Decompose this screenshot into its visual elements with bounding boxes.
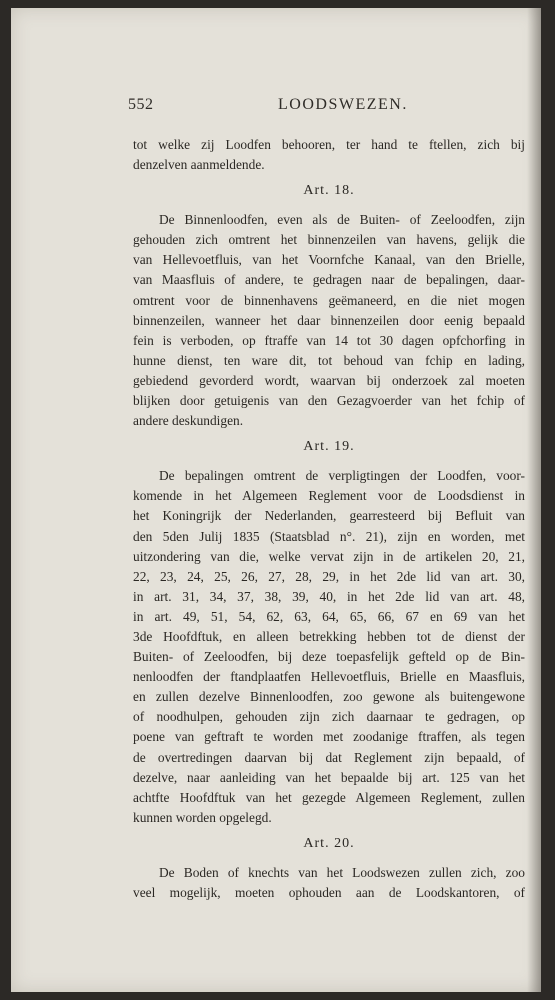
text-line: van Maasfluis of andere, te gedragen naar de bepalingen, daar- [133,272,525,288]
text-line: kunnen worden opgelegd. [133,809,272,825]
text-line: poene van geftraft te worden met zoodanige ftraffen, als tegen [133,729,525,745]
paragraph [133,863,525,903]
text-line: De Boden of knechts van het Loodswezen zullen zich, zoo [159,864,525,880]
text-line: denzelven aanmeldende. [133,157,265,173]
text-line: veel mogelijk, moeten ophouden aan de Loodskantoren, of [133,885,525,900]
text-line: Buiten- of Zeeloodfen, bij deze toepasfelijk gefteld op de Bin- [133,649,525,665]
text-line: gehouden zich omtrent het binnenzeilen van havens, gelijk die [133,232,525,248]
text-line: gebiedend gevorderd wordt, waarvan bij onderzoek zal moeten [133,372,525,388]
text-line: dezelve, naar aanleiding van het bepaalde bij art. 125 van het [133,769,525,785]
text-line: de overtredingen daarvan bij dat Reglement zijn bepaald, of [133,749,525,765]
text-line: andere deskundigen. [133,413,244,429]
article-heading: Art. 19. [303,439,355,455]
text-line: tot welke zij Loodfen behooren, ter hand te ftellen, zich bij [133,137,525,152]
text-line: in art. 31, 34, 37, 38, 39, 40, in het 2de lid van art. 48, [133,588,525,604]
text-line: blijken door getuigenis van den Gezagvoerder van het fchip of [133,393,525,409]
text-line: komende in het Algemeen Reglement voor de Loodsdienst in [133,488,525,504]
article-heading: Art. 20. [303,835,355,851]
text-line: binnenzeilen, wanneer het daar binnenzeilen door eenig bepaald [133,312,525,328]
page-body [133,135,525,903]
text-line: hunne dienst, ten ware dit, tot behoud van fchip en lading, [133,352,525,368]
paragraph [133,466,525,828]
article-heading: Art. 18. [303,183,355,199]
paragraph [133,210,525,431]
text-line: den 5den Julij 1835 (Staatsblad n°. 21), zijn en worden, met [133,528,525,544]
text-line: van Hellevoetfluis, van het Voornfche Kanaal, van den Brielle, [133,252,525,268]
book-page [11,8,541,992]
text-line: 3de Hoofdftuk, en alleen betrekking hebben tot de dienst der [133,628,525,644]
page-gutter-shadow [527,8,541,992]
text-line: en zullen dezelve Binnenloodfen, zoo gewone als buitengewone [133,689,525,705]
text-line: nenloodfen der ftandplaatfen Hellevoetfluis, Brielle en Maasfluis, [133,669,525,685]
text-line: in art. 49, 51, 54, 62, 63, 64, 65, 66, 67 en 69 van het [133,608,525,624]
running-head: LOODSWEZEN. [278,96,408,113]
text-line: het Koningrijk der Nederlanden, gearresteerd bij Befluit van [133,508,525,524]
page-number: 552 [128,96,154,113]
text-line: achtfte Hoofdftuk van het gezegde Algemeen Reglement, zullen [133,789,525,805]
text-line: of noodhulpen, gehouden zijn zich daarnaar te gedragen, op [133,709,525,725]
text-line: De bepalingen omtrent de verpligtingen der Loodfen, voor- [159,468,525,484]
page-header [128,96,516,122]
text-line: uitzondering van die, welke vervat zijn in de artikelen 20, 21, [133,548,525,564]
text-line: 22, 23, 24, 25, 26, 27, 28, 29, in het 2de lid van art. 30, [133,568,525,584]
paragraph [133,135,525,175]
text-line: omtrent voor de binnenhavens geëmaneerd, en die niet mogen [133,292,525,308]
text-line: De Binnenloodfen, even als de Buiten- of Zeeloodfen, zijn [159,212,525,228]
text-line: fein is verboden, op ftraffe van 14 tot 30 dagen opfchorfing in [133,332,525,348]
